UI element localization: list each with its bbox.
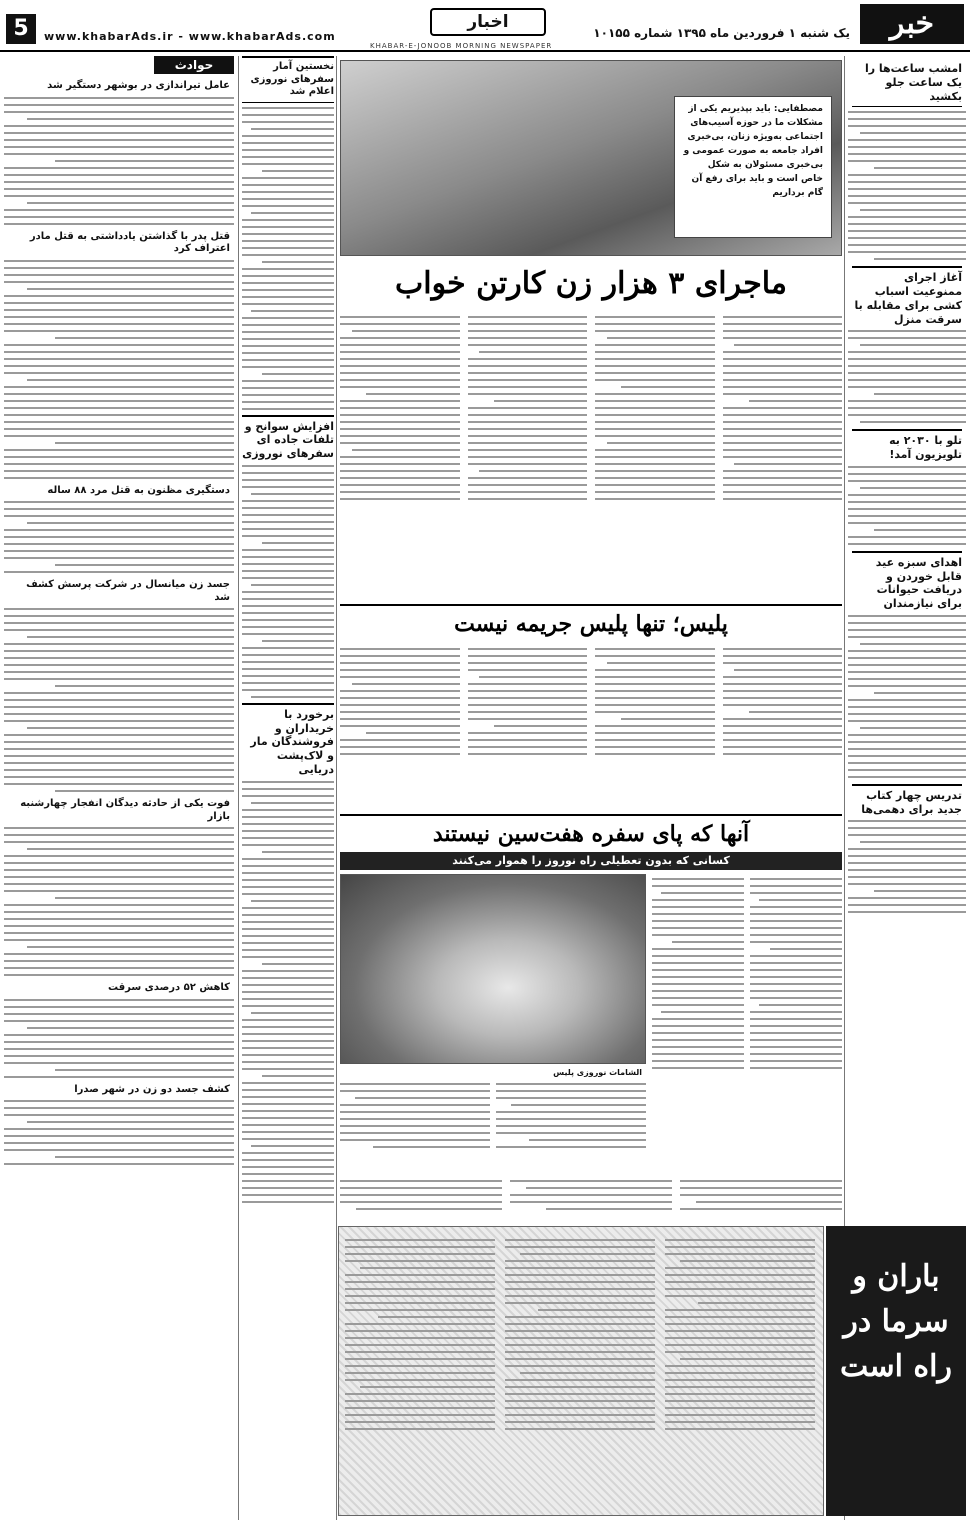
article-body: [4, 97, 234, 225]
new-year-story-continued: [340, 1176, 842, 1224]
column-divider: [336, 56, 337, 1520]
article-body: [4, 260, 234, 479]
new-year-headline: آنها که پای سفره هفت‌سین نیستند: [432, 821, 750, 847]
article-body: [242, 781, 334, 1203]
article-body: [4, 999, 234, 1078]
weather-article-box: [338, 1226, 824, 1516]
left-headline-7: کشف جسد دو زن در شهر صدرا: [74, 1083, 230, 1095]
column-divider: [238, 56, 239, 1520]
article-body: [848, 330, 966, 423]
new-year-subline: کسانی که بدون تعطیلی راه نوروز را هموار می‌کنند: [340, 852, 842, 870]
right-column: [848, 56, 966, 1220]
police-headline: پلیس؛ تنها پلیس جریمه نیست: [454, 611, 728, 637]
center-headline-1: نخستین آمار سفرهای نوروزی اعلام شد: [242, 56, 334, 103]
section-rule: [340, 814, 842, 816]
left-headline-1: عامل تیراندازی در بوشهر دستگیر شد: [47, 80, 230, 91]
left-headline-3: دستگیری مظنون به قتل مرد ۸۸ ساله: [47, 484, 230, 496]
page-number: 5: [6, 14, 36, 44]
article-body: [4, 608, 234, 792]
article-body: [848, 111, 966, 260]
left-headline-2: قتل پدر با گذاشتن یادداشتی به قتل مادر اعتراف کرد: [29, 230, 230, 254]
category-tag: حوادث: [154, 56, 234, 74]
right-headline-1: امشب ساعت‌ها را یک ساعت جلو بکشید: [852, 62, 962, 107]
police-story-body: [340, 644, 842, 812]
main-headline: ماجرای ۳ هزار زن کارتن خواب: [395, 266, 787, 301]
haft-sin-table-photo: [340, 874, 646, 1064]
article-body: [4, 1100, 234, 1165]
issue-info: یک شنبه ۱ فروردین ماه ۱۳۹۵ شماره ۱۰۱۵۵: [593, 26, 850, 40]
right-headline-3: تلو با ۲۰۳۰ به تلویزیون آمد!: [852, 429, 962, 462]
left-headline-6: کاهش ۵۲ درصدی سرقت: [108, 982, 230, 993]
pull-quote: مصطفایی: باید بپذیریم یکی از مشکلات ما در حوزه آسیب‌های اجتماعی به‌ویژه زنان، بی‌خبری افراد جامعه به صورت عمومی و بی‌خبری مسئولان به شکل خاص است و باید برای رفع آن گام برداریم: [674, 96, 832, 238]
left-headline-5: فوت یکی از حادثه دیدگان انفجار چهارشنبه بازار: [20, 798, 230, 822]
article-body: [242, 107, 334, 410]
center-column: [242, 56, 334, 1520]
article-body: [242, 465, 334, 698]
right-headline-4: اهدای سبزه عید قابل خوردن و دریافت حیوانات برای نیازمندان: [852, 551, 962, 611]
section-rule: [340, 604, 842, 606]
left-headline-4: جسد زن میانسال در شرکت پرسش کشف شد: [26, 579, 230, 603]
rain-headline-box: باران و سرما در راه است: [826, 1226, 966, 1516]
article-body: [848, 466, 966, 545]
center-headline-2: افزایش سوانح و تلفات جاده ای سفرهای نوروزی: [242, 415, 334, 461]
main-story-body: [340, 312, 842, 602]
photo-caption-block: [340, 1066, 646, 1176]
photo-caption: الشامات نوروزی پلیس: [553, 1068, 642, 1077]
right-headline-5: تدریس چهار کتاب جدید برای دهمی‌ها: [852, 784, 962, 817]
article-body: [848, 820, 966, 913]
newspaper-logo: خبر: [860, 4, 964, 44]
masthead: [0, 0, 970, 52]
article-body: [848, 615, 966, 778]
article-body: [4, 501, 234, 573]
right-headline-2: آغاز اجرای ممنوعیت اسباب کشی برای مقابله با سرقت منزل: [852, 266, 962, 326]
new-year-story-body: [652, 874, 842, 1174]
center-headline-3: برخورد با خریداران و فروشندگان مار و لاک‌پشت دریایی: [242, 703, 334, 777]
masthead-english: KHABAR-E-JONOOB MORNING NEWSPAPER: [370, 42, 553, 50]
section-tab: اخبار: [430, 8, 546, 36]
site-url[interactable]: www.khabarAds.ir - www.khabarAds.com: [44, 30, 336, 43]
left-column: [4, 56, 234, 1520]
article-body: [4, 827, 234, 976]
